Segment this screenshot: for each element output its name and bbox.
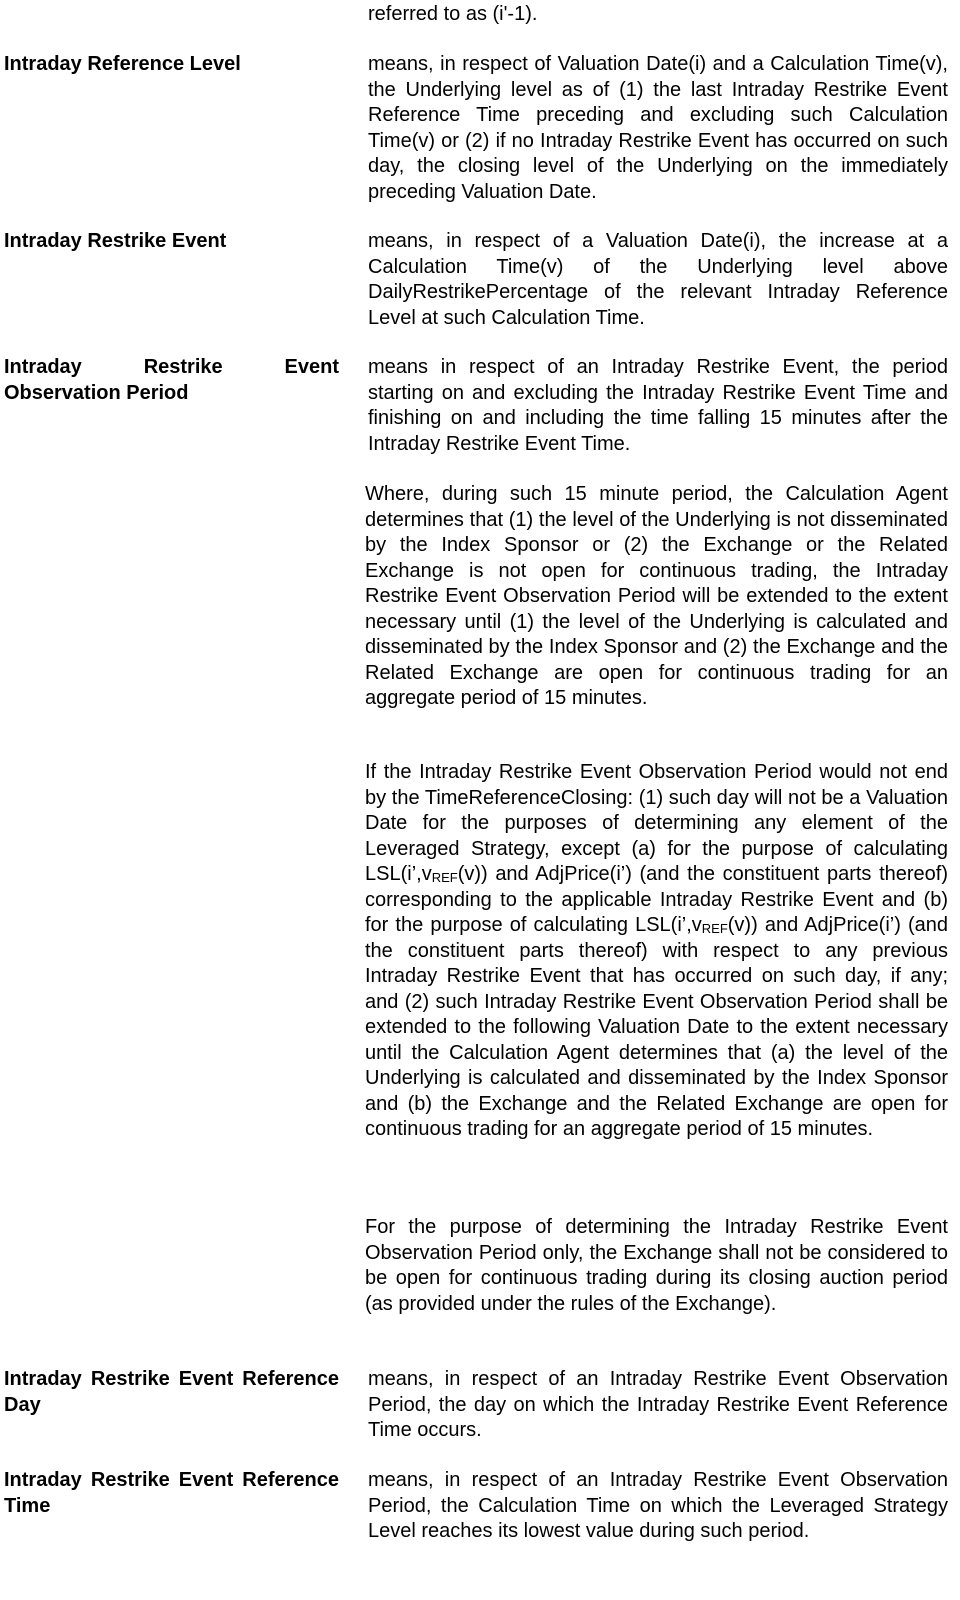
definition-text: means in respect of an Intraday Restrike Event, the period starting on and excluding the Intraday Restrike Event Time and finishing on and including the time falling 15 minutes after the Intraday Restrike Event Time. <box>368 356 948 455</box>
definition-text: means, in respect of Valuation Date(i) and a Calculation Time(v), the Underlying level as of (1) the last Intraday Restrike Event Reference Time preceding and excluding such Calculation Time(v) or (2) if no Intraday Restrike Event has occurred on such day, the closing level of the Underlying on the immediately preceding Valuation Date. <box>368 53 948 203</box>
term-heading: Intraday Reference Level <box>4 53 241 75</box>
term-heading: Intraday Restrike Event Observation Period <box>4 356 339 404</box>
lead-text: referred to as (i'-1). <box>368 3 538 25</box>
paragraph-2-part-a: If the Intraday Restrike Event Observation Period would not end by the TimeReferenceClosing: (1) such day will not be a Valuation Date for the purposes of determining any element of the Leveraged Strategy, except (a) for the purpose of calculating LSL(i’,v <box>365 761 948 885</box>
observation-period-paragraph-1: Where, during such 15 minute period, the Calculation Agent determines that (1) the level of the Underlying is not disseminated by the Index Sponsor or (2) the Exchange or the Related Exchange is not open for continuous trading, the Intraday Restrike Event Observation Period will be extended to the extent necessary until (1) the level of the Underlying is calculated and disseminated by the Index Sponsor and (2) the Exchange and the Related Exchange are open for continuous trading for an aggregate period of 15 minutes. <box>365 483 948 709</box>
term-heading: Intraday Restrike Event Reference Time <box>4 1469 339 1517</box>
paragraph-2-part-b: (v)) and AdjPrice(i’) (and the constituent parts thereof) corresponding to the applicable Intraday Restrike Event and (b) for the purpose of calculating LSL(i’,v <box>365 863 948 936</box>
definition-text: means, in respect of an Intraday Restrike Event Observation Period, the day on which the Intraday Restrike Event Reference Time occurs. <box>368 1368 948 1441</box>
ref-subscript: REF <box>431 870 458 885</box>
definition-text: means, in respect of a Valuation Date(i), the increase at a Calculation Time(v) of the Underlying level above DailyRestrikePercentage of the relevant Intraday Reference Level at such Calculation Time. <box>368 230 948 329</box>
ref-subscript: REF <box>701 921 728 936</box>
term-heading: Intraday Restrike Event <box>4 230 227 252</box>
paragraph-2-part-c: (v)) and AdjPrice(i’) (and the constituent parts thereof) with respect to any previous Intraday Restrike Event that has occurred on such day, if any; and (2) such Intraday Restrike Event Observation Period shall be extended to the following Valuation Date to the extent necessary until the Calculation Agent determines that (a) the level of the Underlying is calculated and disseminated by the Index Sponsor and (b) the Exchange and the Related Exchange are open for continuous trading for an aggregate period of 15 minutes. <box>365 914 949 1140</box>
definition-text: means, in respect of an Intraday Restrike Event Observation Period, the Calculation Time on which the Leveraged Strategy Level reaches its lowest value during such period. <box>368 1469 948 1542</box>
observation-period-paragraph-2 <box>365 760 948 1143</box>
observation-period-paragraph-3: For the purpose of determining the Intraday Restrike Event Observation Period only, the Exchange shall not be considered to be open for continuous trading during its closing auction period (as provided under the rules of the Exchange). <box>365 1216 948 1315</box>
term-heading: Intraday Restrike Event Reference Day <box>4 1368 339 1416</box>
